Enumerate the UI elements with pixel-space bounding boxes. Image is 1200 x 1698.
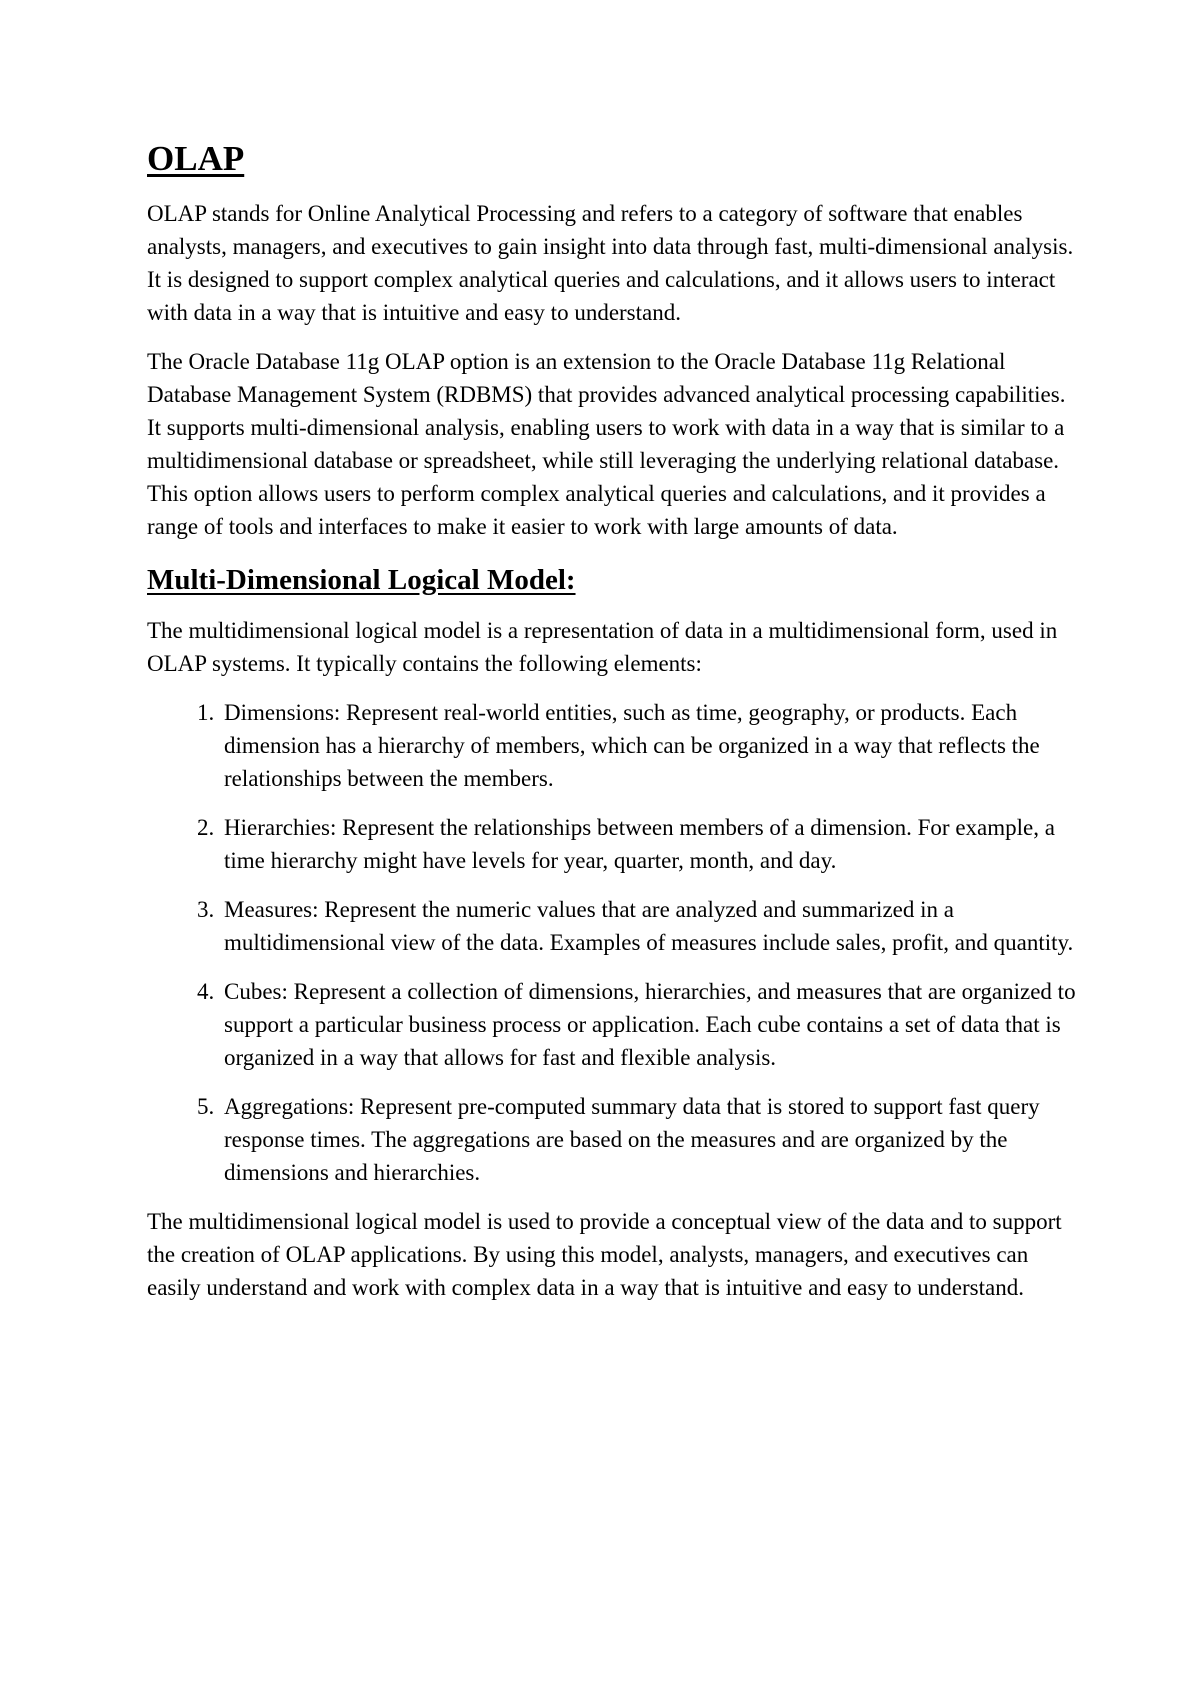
elements-list	[147, 696, 1077, 1189]
intro-paragraph: OLAP stands for Online Analytical Processing and refers to a category of software that enables analysts, managers, and executives to gain insight into data through fast, multi-dimensional analysis. It is designed to support complex analytical queries and calculations, and it allows users to interact with data in a way that is intuitive and easy to understand.	[147, 200, 1074, 325]
list-item: 3. Measures: Represent the numeric values that are analyzed and summarized in a multidimensional view of the data. Examples of measures include sales, profit, and quantity.	[220, 893, 1077, 959]
section-intro-paragraph: The multidimensional logical model is a representation of data in a multidimensional form, used in OLAP systems. It typically contains the following elements:	[147, 618, 1058, 677]
list-item: 5. Aggregations: Represent pre-computed summary data that is stored to support fast query response times. The aggregations are based on the measures and are organized by the dimensions and hierarchies.	[220, 1090, 1077, 1189]
list-item: 4. Cubes: Represent a collection of dimensions, hierarchies, and measures that are organized to support a particular business process or application. Each cube contains a set of data that is organized in a way that allows for fast and flexible analysis.	[220, 975, 1077, 1074]
oracle-paragraph: The Oracle Database 11g OLAP option is an extension to the Oracle Database 11g Relational Database Management System (RDBMS) that provides advanced analytical processing capabilities. It supports multi-dimensional analysis, enabling users to work with data in a way that is similar to a multidimensional database or spreadsheet, while still leveraging the underlying relational database. This option allows users to perform complex analytical queries and calculations, and it provides a range of tools and interfaces to make it easier to work with large amounts of data.	[147, 348, 1066, 539]
page-title: OLAP	[147, 139, 245, 178]
document-page	[147, 140, 1077, 1320]
closing-paragraph: The multidimensional logical model is used to provide a conceptual view of the data and to support the creation of OLAP applications. By using this model, analysts, managers, and executives can easily understand and work with complex data in a way that is intuitive and easy to understand.	[147, 1209, 1062, 1301]
list-item: 2. Hierarchies: Represent the relationships between members of a dimension. For example, a time hierarchy might have levels for year, quarter, month, and day.	[220, 811, 1077, 877]
list-item: 1. Dimensions: Represent real-world entities, such as time, geography, or products. Each dimension has a hierarchy of members, which can be organized in a way that reflects the relationships between the members.	[220, 696, 1077, 795]
section-heading: Multi-Dimensional Logical Model:	[147, 563, 576, 596]
